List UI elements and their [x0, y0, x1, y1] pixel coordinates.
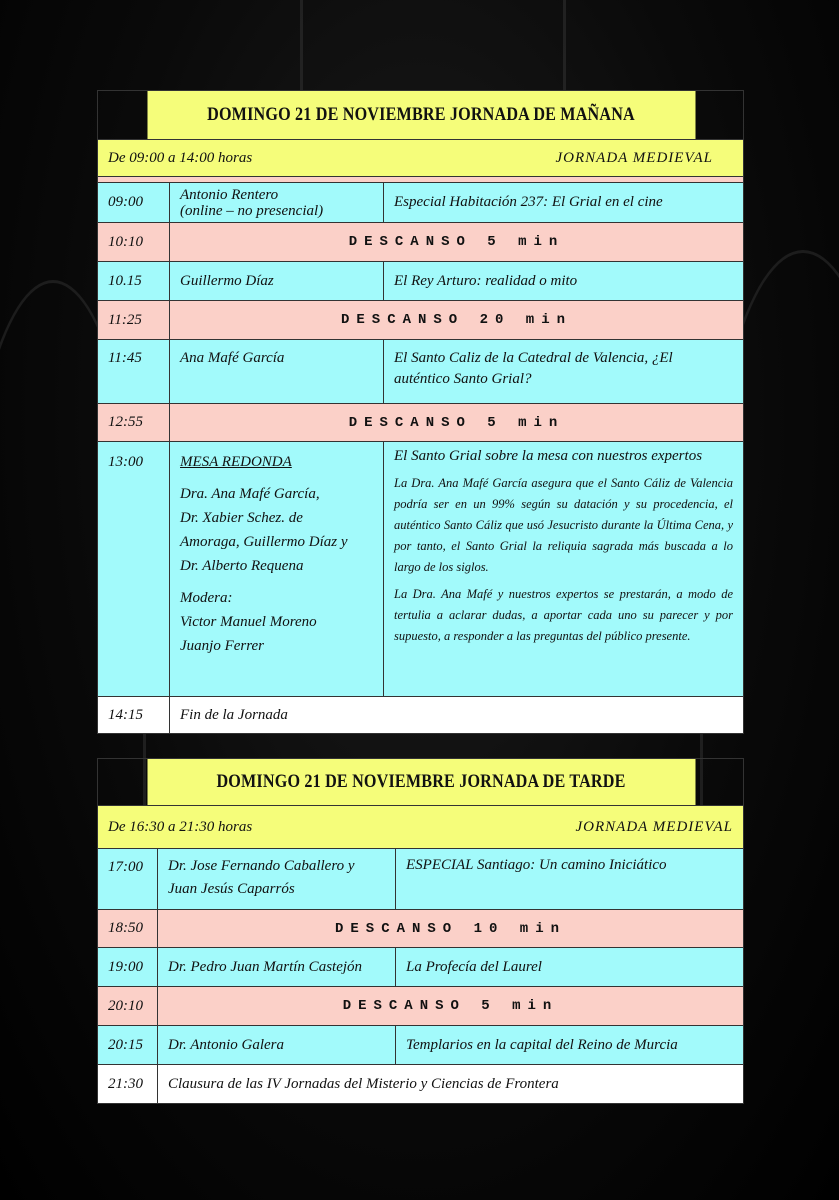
morning-hours: De 09:00 a 14:00 horas	[108, 149, 253, 166]
break-label: DESCANSO 5 min	[170, 404, 744, 442]
speaker-name: Antonio Rentero	[180, 186, 279, 203]
speaker-name: Juan Jesús Caparrós	[168, 881, 295, 897]
moderator: Victor Manuel Moreno	[180, 614, 317, 630]
topic-line: auténtico Santo Grial?	[394, 371, 532, 387]
description-paragraph: La Dra. Ana Mafé y nuestros expertos se prestarán, a modo de tertulia a aclarar dudas, a aportar cada uno su parecer y por supuesto, a responder a las preguntas del público presente.	[394, 587, 734, 643]
topic-cell: El Rey Arturo: realidad o mito	[384, 262, 744, 301]
topic-cell	[384, 442, 744, 697]
speaker-cell: Ana Mafé García	[170, 340, 384, 404]
break-row	[98, 910, 744, 948]
afternoon-title: DOMINGO 21 DE NOVIEMBRE JORNADA DE TARDE	[146, 759, 695, 806]
end-label: Fin de la Jornada	[170, 697, 744, 734]
speaker-note: (online – no presencial)	[180, 202, 324, 219]
time-cell: 13:00	[98, 442, 170, 697]
panelist: Amoraga, Guillermo Díaz y	[180, 534, 348, 550]
time-cell: 19:00	[98, 948, 158, 987]
morning-hours-row	[98, 140, 744, 177]
speaker-cell: Dr. Pedro Juan Martín Castejón	[158, 948, 396, 987]
speaker-cell: Dr. Antonio Galera	[158, 1026, 396, 1065]
topic-cell: ESPECIAL Santiago: Un camino Iniciático	[396, 849, 744, 910]
time-cell: 20:15	[98, 1026, 158, 1065]
morning-title-row	[98, 91, 744, 140]
time-cell: 11:45	[98, 340, 170, 404]
break-label: DESCANSO 5 min	[158, 987, 744, 1026]
time-cell: 10.15	[98, 262, 170, 301]
time-cell: 10:10	[98, 223, 170, 262]
topic-cell: La Profecía del Laurel	[396, 948, 744, 987]
end-row	[98, 1065, 744, 1104]
break-row	[98, 223, 744, 262]
schedule-row	[98, 262, 744, 301]
speaker-cell	[158, 849, 396, 910]
afternoon-theme: JORNADA MEDIEVAL	[575, 818, 734, 835]
panelist: Dr. Alberto Requena	[180, 558, 304, 574]
time-cell: 18:50	[98, 910, 158, 948]
moderator-label: Modera:	[180, 590, 233, 606]
end-label: Clausura de las IV Jornadas del Misterio y Ciencias de Frontera	[158, 1065, 744, 1104]
time-cell: 14:15	[98, 697, 170, 734]
schedule-row	[98, 340, 744, 404]
schedule-row	[98, 183, 744, 223]
time-cell: 09:00	[98, 183, 170, 223]
break-row	[98, 404, 744, 442]
time-cell: 12:55	[98, 404, 170, 442]
afternoon-hours: De 16:30 a 21:30 horas	[108, 818, 253, 835]
afternoon-schedule-table	[97, 758, 744, 1104]
end-row	[98, 697, 744, 734]
break-label: DESCANSO 5 min	[170, 223, 744, 262]
panelist: Dra. Ana Mafé García,	[180, 486, 320, 502]
topic-cell: Templarios en la capital del Reino de Murcia	[396, 1026, 744, 1065]
round-table-row	[98, 442, 744, 697]
description-paragraph: La Dra. Ana Mafé García asegura que el Santo Cáliz de Valencia podría ser en un 99% según su datación y su procedencia, el auténtico Santo Cáliz que usó Jesucristo durante la Última Cena, y por tanto, el Santo Grial la reliquia sagrada más buscada a lo largo de los siglos.	[394, 476, 734, 574]
round-table-heading: MESA REDONDA	[180, 454, 292, 470]
schedule-row	[98, 1026, 744, 1065]
topic-cell	[384, 340, 744, 404]
morning-title: DOMINGO 21 DE NOVIEMBRE JORNADA DE MAÑANA	[146, 91, 695, 140]
afternoon-title-row	[98, 759, 744, 806]
break-row	[98, 987, 744, 1026]
time-cell: 20:10	[98, 987, 158, 1026]
panel-cell	[170, 442, 384, 697]
speaker-cell: Guillermo Díaz	[170, 262, 384, 301]
time-cell: 21:30	[98, 1065, 158, 1104]
schedule-row	[98, 849, 744, 910]
moderator: Juanjo Ferrer	[180, 638, 265, 654]
speaker-name: Dr. Jose Fernando Caballero y	[168, 858, 355, 874]
time-cell: 17:00	[98, 849, 158, 910]
topic-title: El Santo Grial sobre la mesa con nuestros expertos	[394, 448, 703, 464]
morning-schedule-table	[97, 90, 744, 734]
speaker-cell	[170, 183, 384, 223]
break-label: DESCANSO 10 min	[158, 910, 744, 948]
afternoon-hours-row	[98, 806, 744, 849]
break-label: DESCANSO 20 min	[170, 301, 744, 340]
break-row	[98, 301, 744, 340]
time-cell: 11:25	[98, 301, 170, 340]
schedule-row	[98, 948, 744, 987]
panelist: Dr. Xabier Schez. de	[180, 510, 303, 526]
topic-line: El Santo Caliz de la Catedral de Valencia, ¿El	[394, 350, 673, 366]
morning-theme: JORNADA MEDIEVAL	[555, 149, 714, 166]
topic-cell: Especial Habitación 237: El Grial en el cine	[384, 183, 744, 223]
